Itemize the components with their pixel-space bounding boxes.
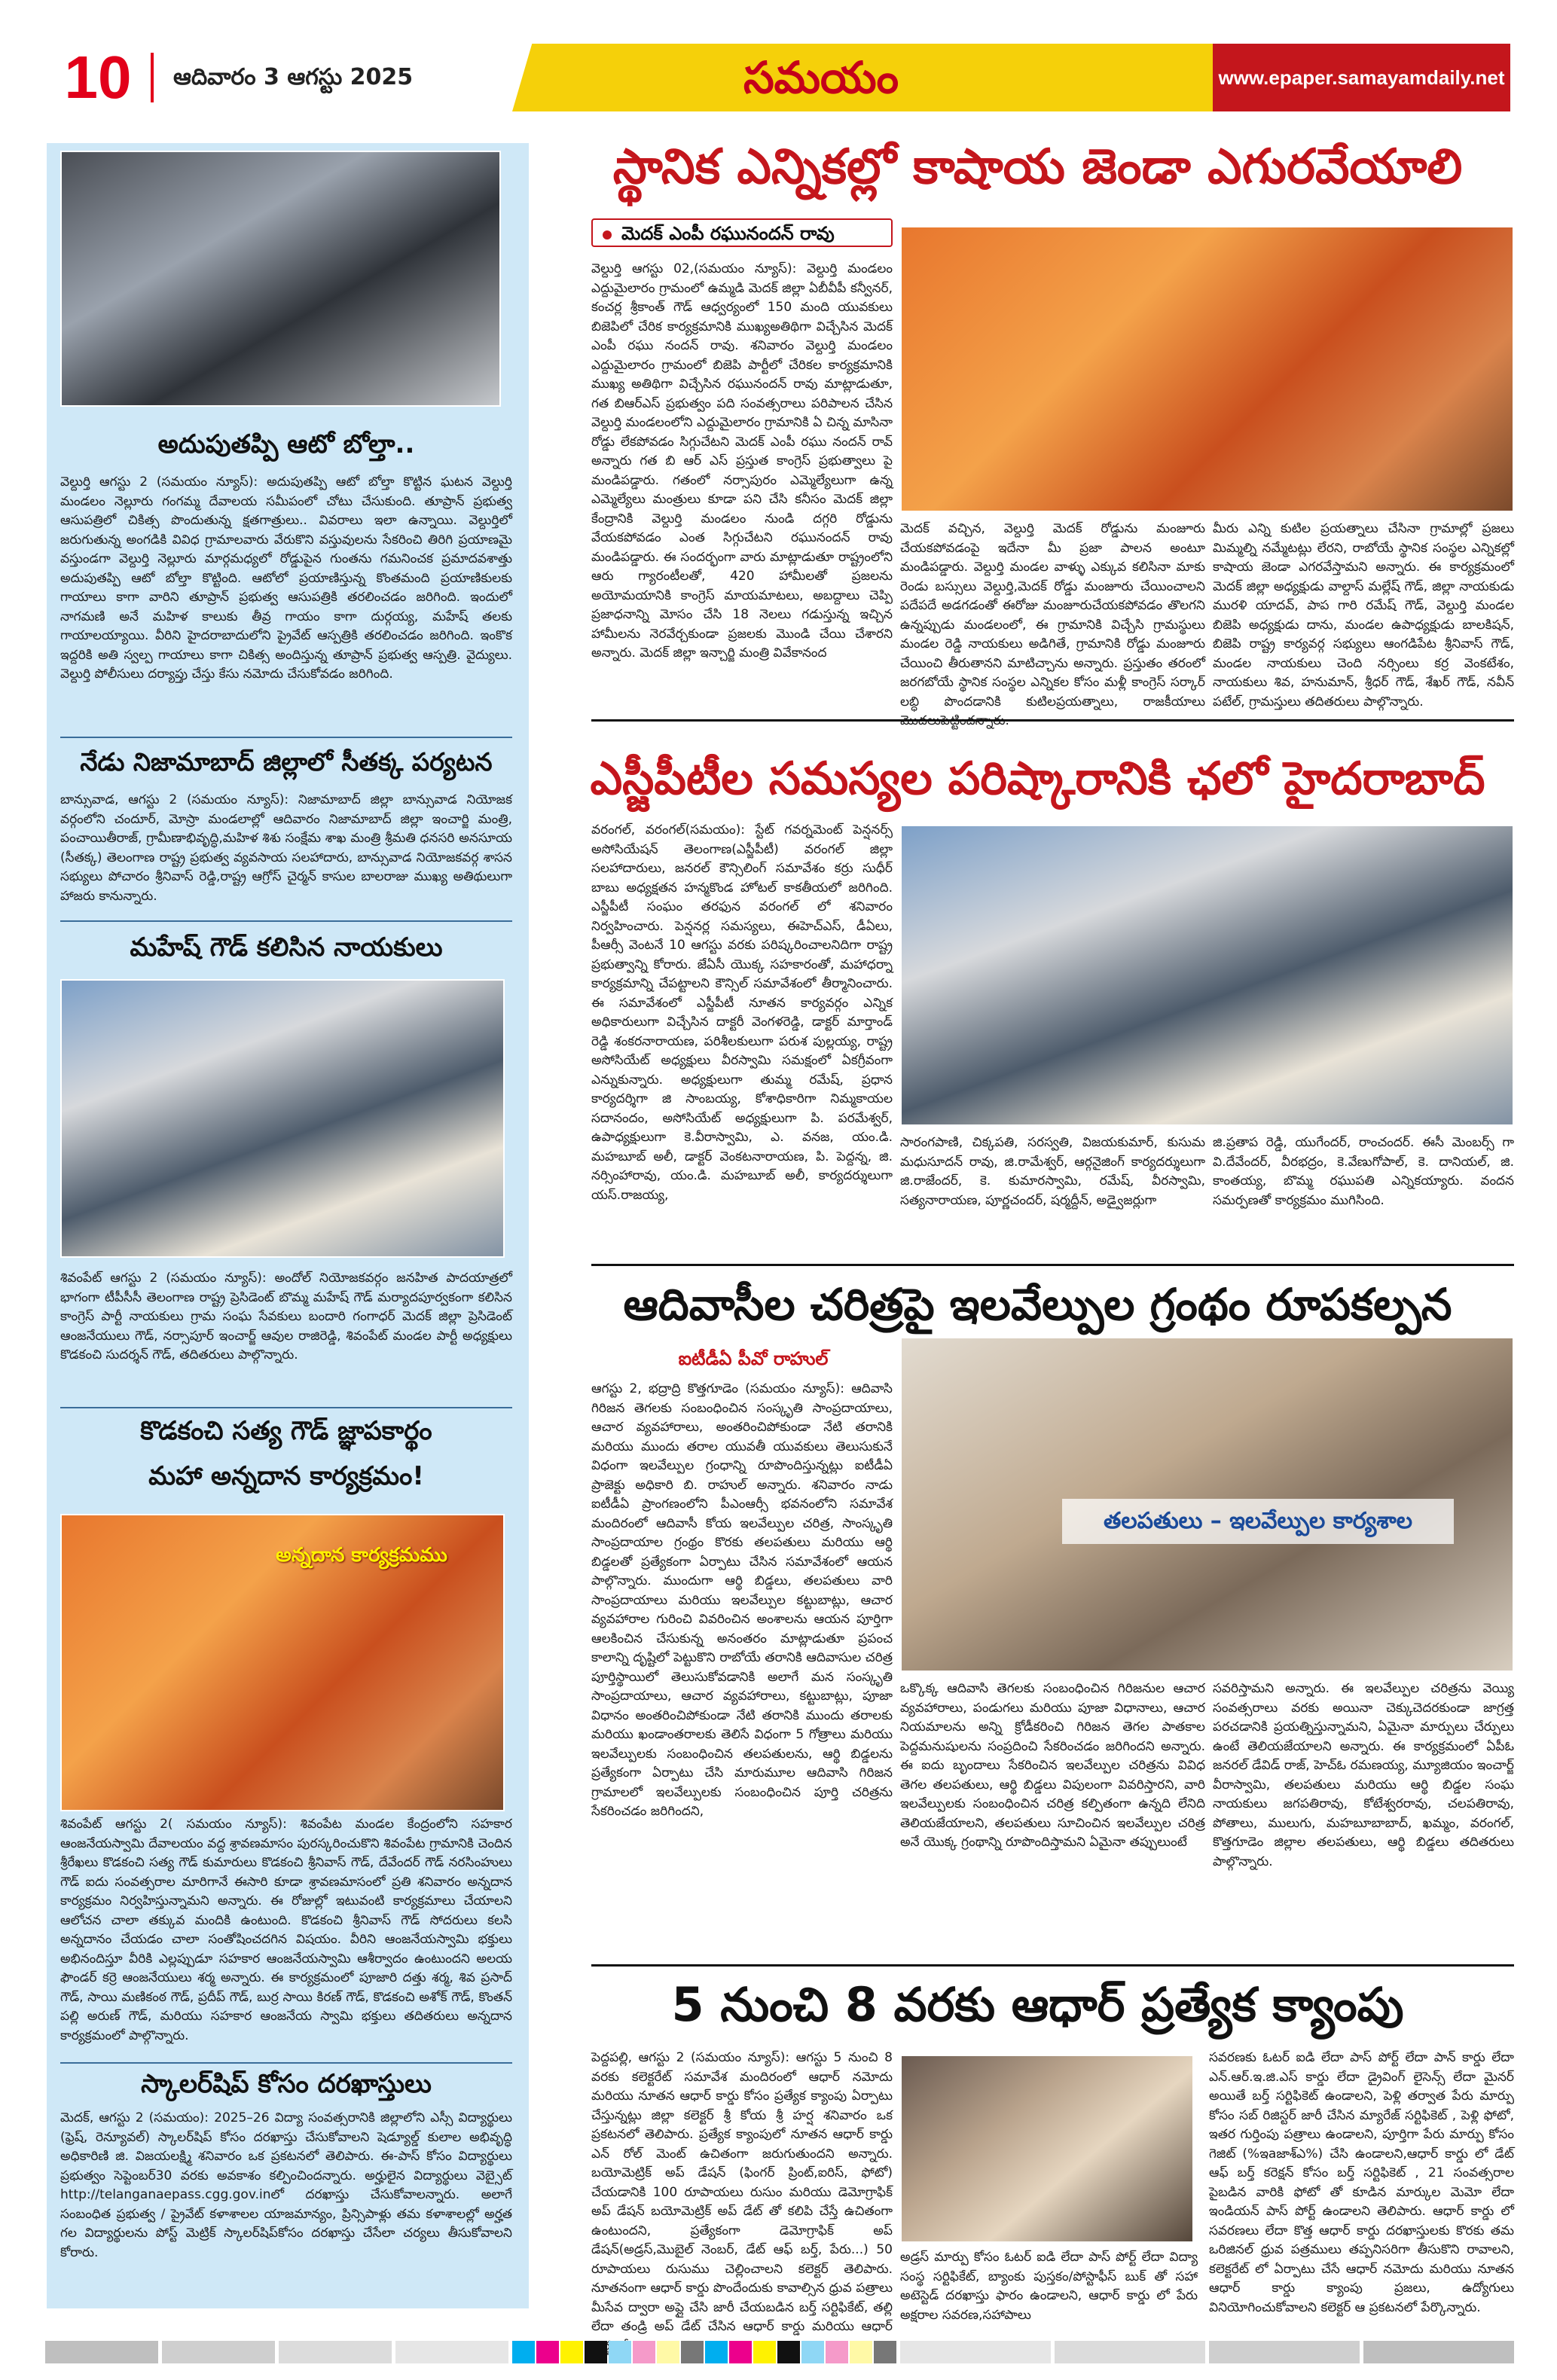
color-swatch (395, 2341, 508, 2363)
body-aadhar-col2: అడ్రస్ మార్పు కోసం ఓటర్ ఐడి లేదా పాస్ పోర్ట్ లేదా విద్యా సంస్థ సర్టిఫికేట్, బ్యాంకు పుస్తకం/పోస్టాఫీస్ బుక్ తో సహా అటెస్టెడ్ దరఖాస్తు ఫారం ఉండాలని, ఆధార్ కార్డు లో పేరు అక్షరాల సవరణ,సహాపాలు (900, 2250, 1198, 2323)
color-swatch-cyan (512, 2341, 535, 2363)
color-swatch (900, 2341, 1051, 2363)
body-aadhar-col1: పెద్దపల్లి, ఆగస్టు 2 (సమయం న్యూస్): ఆగస్టు 5 నుంచి 8 వరకు కలెక్టరేట్ సమావేశ మందిరంలో ఆధార్ నమోదు మరియు నూతన ఆధార్ కార్డు కోసం ప్రత్యేక క్యాంపు ఏర్పాటు చేస్తున్నట్లు జిల్లా కలెక్టర్ శ్రీ కోయ శ్రీ హర్ష శనివారం ఒక ప్రకటనలో తెలిపారు. ప్రత్యేక క్యాంపులో నూతన ఆధార్ కార్డు ఎన్ రోల్ మెంట్ ఉచితంగా జరుగుతుందని అన్నారు. బయోమెట్రిక్ అప్ డేషన్ (ఫింగర్ ప్రింట్,ఐరిస్, ఫోటో) చేయడానికి 100 రూపాయలు రుసుం మరియు డెమోగ్రాఫిక్ అప్ డేషన్ బయోమెట్రిక్ అప్ డేట్ తో కలిపి చేస్తే ఉచితంగా ఉంటుందని, ప్రత్యేకంగా డెమోగ్రాఫిక్ అప్ డేషన్(అడ్రస్,మొబైల్ నెంబర్, డేట్ ఆఫ్ బర్త్, పేరు...) 50 రూపాయలు రుసుము చెల్లించాలని కలెక్టర్ తెలిపారు. నూతనంగా ఆధార్ కార్డు పొందేందుకు కావాల్సిన ధ్రువ పత్రాలు మీసేవ ద్వారా అప్లై చేసి జారీ చేయబడిన బర్త్ సర్టిఫికేట్, తల్లి లేదా తండ్రి అప్ డేట్ చేసిన ఆధార్ కార్డు మరియు ఆధార్ (591, 2050, 893, 2334)
color-swatch (1363, 2341, 1514, 2363)
body-scholarship: మెదక్, ఆగస్టు 2 (సమయం): 2025–26 విద్యా సంవత్సరానికి జిల్లాలోని ఎస్సీ విద్యార్థులు (ఫ్రెష్, రెన్యూవల్) స్కాలర్‌షిప్ కోసం దరఖాస్తు చేసుకోవాలని షెడ్యూల్డ్ కులాల అభివృద్ధి అధికారిణి జి. విజయలక్ష్మి శనివారం ఒక ప్రకటనలో తెలిపారు. ఈ-పాస్ కోసం విద్యార్థులు ప్రభుత్వం సెప్టెంబర్30 వరకు అవకాశం కల్పించిందన్నారు. అర్హులైన విద్యార్థులు వెబ్సైట్ http://telanganaepass.cgg.gov.inలో దరఖాస్తు చేసుకోవాలన్నారు. అలాగే సంబంధిత ప్రభుత్వ / ప్రైవేట్ కళాశాలల యాజమాన్యం, ప్రిన్సిపాళ్లు తమ కళాశాలల్లో అర్హత గల విద్యార్థులను పోస్ట్ మెట్రిక్ స్కాలర్‌షిప్‌కోసం దరఖాస్తు చేసేలా చర్యలు తీసుకోవాలని కోరారు. (60, 2110, 512, 2260)
color-swatch-magenta (536, 2341, 559, 2363)
headline-adivasi-history: ఆదివాసీల చరిత్రపై ఇలవేల్పుల గ్రంథం రూపకల్పన (623, 1279, 1452, 1330)
masthead-logo: సమయం (743, 52, 899, 103)
body-adivasi-col2: ఒక్కొక్క ఆదివాసి తెగలకు సంబంధించిన గిరిజనుల ఆచార వ్యవహారాలు, పండుగలు మరియు పూజా విధానాలు, ఆచార నియమాలను అన్ని క్రోడీకరించి గిరిజన తెగల పాతకాల పెద్దమనుషులను సంప్రదించి సేకరించడం జరిగిందని అన్నారు. ఈ ఐదు బృందాలు సేకరించిన ఇలవేల్పుల చరిత్రను వివిధ తెగల తలపతులు, ఆర్థి బిడ్డలు విపులంగా వివరిస్తారని, వారి ఇలవేల్పులకు సంబంధించిన చరిత్ర కల్పితంగా ఉన్నది లేనిది తెలియజేయాలని, తలపతులు సూచించిన ఇలవేల్పుల చరిత్ర అనే యొక్క గ్రంథాన్ని రూపొందిస్తామని ఏమైనా తప్పులుంటే (900, 1681, 1205, 1850)
issue-date: ఆదివారం 3 ఆగస్టు 2025 (173, 64, 414, 90)
body-seethakka-tour: బాన్సువాడ, ఆగస్టు 2 (సమయం న్యూస్): నిజామాబాద్ జిల్లా బాన్సువాడ నియోజక వర్గంలోని చందూర్, మోస్రా మండలాల్లో ఆదివారం నిజామాబాద్ జిల్లా ఇంచార్జి మంత్రి, పంచాయితీరాజ్, గ్రామీణాభివృద్ధి,మహిళ శిశు సంక్షేమ శాఖ మంత్రి శ్రీమతి ధనసరి అనసూయ (సీతక్క) తెలంగాణ రాష్ట్ర ప్రభుత్వ వ్యవసాయ సలహాదారు, బాన్సువాడ నియోజకవర్గ శాసన సభ్యులు పోచారం శ్రీనివాస్ రెడ్డి,రాష్ట్ర ఆగ్రోస్ చైర్మన్ కాసుల బాలరాజు ముఖ్య అతిథులుగా హాజరు కానున్నారు. (60, 792, 512, 904)
color-swatch (1209, 2341, 1360, 2363)
headline-auto-accident: అదుపుతప్పి ఆటో బోల్తా.. (157, 429, 415, 459)
divider (60, 1407, 512, 1408)
photo-aadhar-enrolment (900, 2055, 1194, 2243)
color-swatch-black (585, 2341, 607, 2363)
color-swatch-yellow-tint (850, 2341, 872, 2363)
color-swatch (45, 2341, 158, 2363)
photo-auto-accident (60, 151, 501, 407)
workshop-banner-text: తలపతులు – ఇలవేల్పుల కార్యశాల (1062, 1499, 1454, 1544)
body-sgpt-col1: వరంగల్, వరంగల్(సమయం): స్టేట్ గవర్నమెంట్ పెన్షనర్స్ అసోసియేషన్ తెలంగాణ(ఎస్జీపీటీ) వరంగల్ జిల్లా సలహాదారులు, జనరల్ కౌన్సిలింగ్ సమావేశం కర్రు సుధీర్ బాబు అధ్యక్షతన హన్మకొండ హోటల్ కాకతీయలో జరిగింది. ఎస్జీపీటీ సంఘం తరఫున వరంగల్ లో శనివారం నిర్వహించారు. పెన్షనర్ల సమస్యలు, ఈహెచ్ఎస్, డీఏలు, పీఆర్సీ వెంటనే 10 ఆగస్టు వరకు పరిష్కరించాలనిదిగా రాష్ట్ర ప్రభుత్వాన్ని కోరారు. జేఏసీ యొక్క సహకారంతో, మహాధర్నా కార్యక్రమాన్ని చేపట్టాలని కౌన్సిల్ సమావేశంలో తీర్మానించారు. ఈ సమావేశంలో ఎస్జీపీటీ నూతన కార్యవర్గం ఎన్నిక అధికారులుగా విచ్చేసిన దాక్టరీ వెంగళరెడ్డి, డాక్టర్ మార్తాండ్ రెడ్డి శంకరనారాయణ, పరిశీలకులుగా పరుశ పుల్లయ్య, రాష్ట్ర అసోసియేట్ అధ్యక్షులు వీరస్వామి సమక్షంలో ఏకగ్రీవంగా ఎన్నుకున్నారు. అధ్యక్షులుగా తుమ్మ రమేష్, ప్రధాన కార్యదర్శిగా జి సాంబయ్య, కోశాధికారిగా నిమ్మకాయల సదానందం, అసోసియేట్ అధ్యక్షులుగా పి. పరమేశ్వర్, ఉపాధ్యక్షులుగా కె.వీరాస్వామి, ఎ. వనజ, యం.డి. మహబూబ్ అలీ, డాక్టర్ వెంకటనారాయణ, పి. పెద్దన్న, జి. నర్సింహారావు, యం.డి. మహబూబ్ అలీ, కార్యదర్శులుగా యస్.రాజయ్య, (591, 822, 893, 1203)
headline-mahesh-goud: మహేష్ గౌడ్ కలిసిన నాయకులు (130, 932, 443, 963)
headline-annadanam-2: మహా అన్నదాన కార్యక్రమం! (148, 1461, 424, 1491)
body-sgpt-col2: సారంగపాణి, చిక్కపతి, సరస్వతి, విజయకుమార్, కుసుమ మధుసూదన్ రావు, జి.రామేశ్వర్, ఆర్గనైజింగ్ కార్యదర్శులుగా జి.రాజేందర్, కె. కుమారస్వామి, రమేష్, వీరస్వామి, సత్యనారాయణ, పూర్ణచందర్, షర్మద్దీన్, అడ్వైజర్లుగా (900, 1135, 1205, 1208)
divider (60, 2062, 512, 2064)
color-swatch-magenta-tint (633, 2341, 655, 2363)
photo-bjp-joining (900, 226, 1514, 512)
color-swatch (279, 2341, 392, 2363)
divider (591, 719, 1514, 722)
headline-sgpt-chalo-hyderabad: ఎస్జీపీటీల సమస్యల పరిష్కారానికి ఛలో హైదరాబాద్ (590, 752, 1485, 805)
headline-aadhar-camp: 5 నుంచి 8 వరకు ఆధార్ ప్రత్యేక క్యాంపు (671, 1977, 1404, 2032)
headline-saffron-flag: స్థానిక ఎన్నికల్లో కాషాయ జెండా ఎగురవేయాలి (612, 139, 1463, 195)
divider (591, 1264, 1514, 1266)
divider (60, 737, 512, 738)
photo-mahesh-goud (60, 979, 505, 1258)
color-swatch (162, 2341, 275, 2363)
body-mahesh-goud: శివంపేట్ ఆగస్టు 2 (సమయం న్యూస్): అందోల్ నియోజకవర్గం జనహిత పాదయాత్రలో భాగంగా టీపీసీసీ తెలంగాణ రాష్ట్ర ప్రెసిడెంట్ బొమ్మ మహేష్ గౌడ్ మర్యాదపూర్వకంగా కలిసిన కాంగ్రెస్ పార్టీ నాయకులు గ్రామ సంఘ సేవకులు బందారి గంగాధర్ మెదక్ జిల్లా ప్రెసిడెంట్ ఆంజనేయులు గౌడ్, నర్సాపూర్ ఇంచార్జ్ ఆవుల రాజిరెడ్డి, శివంపేట్ మండల పార్టీ అధ్యక్షులు కొడకంచి సుదర్శన్ గౌడ్, తదితరులు పాల్గొన్నారు. (60, 1271, 512, 1362)
body-adivasi-col3: సవరిస్తామని అన్నారు. ఈ ఇలవేల్పుల చరిత్రను వెయ్యి సంవత్సరాలు వరకు అయినా చెక్కుచెదరకుండా జాగ్రత్త పరచడానికి ప్రయత్నిస్తున్నామని, ఏమైనా మార్పులు చేర్పులు ఉంటే తెలియజేయాలని అన్నారు. ఈ కార్యక్రమంలో ఏపీఓ జనరల్ డేవిడ్ రాజ్, హెచ్ఓ రమణయ్య, మ్యూజియం ఇంచార్జ్ వీరాస్వామి, తలపతులు మరియు ఆర్థి బిడ్డల సంఘ నాయకులు జగపతిరావు, కోటేశ్వరరావు, చలపతిరావు, పోతాలు, ములుగు, మహబూబాబాద్, ఖమ్మం, వరంగల్, కొత్తగూడెం జిల్లాల తలపతులు, ఆర్థి బిడ్డలు తదితరులు పాల్గొన్నారు. (1213, 1681, 1514, 1869)
color-swatch-cyan-tint (801, 2341, 824, 2363)
body-saffron-col2: మెదక్ వచ్చిన, వెల్దుర్తి మెదక్ రోడ్డును మంజూరు చేయకపోవడంపై ఇదేనా మీ ప్రజా పాలన అంటూ మండిపడ్డారు. వెల్దుర్తి మండల వాళ్ళు ఎక్కువ కలిసినా మాకు రెండు బస్సులు వెల్దుర్తి,మెదక్ రోడ్డు మంజూరు చేయించాలని పదేపదే అడగడంతో ఈరోజు మంజూరుచేయకపోవడం తొలగని ఉన్నప్పుడు మండలంలో, ఈ గ్రామానికి విచ్చేసి గ్రామస్థులు మండల రెడ్డి నాయకులు అడిగితే, గ్రామానికి రోడ్డు మంజూరు చేయించి తీరుతానని మాటిచ్చాను అన్నారు. ప్రస్తుతం తరంలో జరగబోయే స్థానిక సంస్థల ఎన్నికల కోసం మళ్లీ కాంగ్రెస్ సర్కార్ లబ్ధి పొందడానికి కుటిలప్రయత్నాలు, రాజకీయాలు (900, 521, 1205, 709)
color-swatch-black (777, 2341, 800, 2363)
headline-annadanam-1: కొడకంచి సత్య గౌడ్ జ్ఞాపకార్థం (140, 1416, 432, 1446)
color-swatch-magenta (729, 2341, 752, 2363)
color-swatch-magenta-tint (826, 2341, 848, 2363)
annadanam-banner-text: అన్నదాన కార్యక్రమము (276, 1544, 447, 1567)
color-swatch-grey (874, 2341, 896, 2363)
color-swatch-yellow (560, 2341, 583, 2363)
color-swatch (1055, 2341, 1205, 2363)
color-swatch-yellow-tint (657, 2341, 679, 2363)
subhead-box (591, 218, 893, 247)
color-swatch-cyan (705, 2341, 728, 2363)
divider (60, 920, 512, 922)
subhead-itda-po: ఐటీడీఏ పీవో రాహుల్ (678, 1348, 829, 1369)
body-annadanam: శివంపేట్ ఆగస్టు 2( సమయం న్యూస్): శివంపేట మండల కేంద్రంలోని సహకార ఆంజనేయస్వామి దేవాలయం వద్ద శ్రావణమాసం పురస్కరించుకొని శివంపేట గ్రామానికి చెందిన శ్రీరేఖలు కొడకంచి సత్య గౌడ్ కుమారులు కొడకంచి శ్రీనివాస్ గౌడ్, దేవేందర్ గౌడ్ నరసింహులు గౌడ్ ఐదు సంవత్సరాల మారిగానే ఈసారి కూడా శ్రావణమాసంలో ప్రతి శనివారం అన్నదాన కార్యక్రమం నిర్వహిస్తున్నామని అన్నారు. ఈ రోజుల్లో ఇటువంటి కార్యక్రమాలు చేయాలని ఆలోచన చాలా తక్కువ మందికి ఉంటుంది. కొడకంచి శ్రీనివాస్ గౌడ్ సోదరులు కలసి అన్నదానం చేయడం చాలా సంతోషించదగిన విషయం. వీరిని ఆంజనేయస్వామి భక్తులు అభినందిస్తూ వీరికి ఎల్లప్పుడూ సహకార ఆంజనేయస్వామి ఆశీర్వాదం ఉంటుందని అలయ ఫౌండర్ కర్రె ఆంజనేయులు శర్మ అన్నారు. ఈ కార్యక్రమంలో పూజారి దత్తు శర్మ, శివ ప్రసాద్ గౌడ్, సాయి మణికంఠ గౌడ్, ప్రదీప్ గౌడ్, బుర్ర సాయి కిరణ్ గౌడ్, కొడకంచి అశోక్ గౌడ్, కొంతన్ పల్లి అరుణ్ గౌడ్, మరియు సహకార ఆంజనేయ స్వామి భక్తులు తదితరులు అన్నదాన కార్యక్రమంలో పాల్గొన్నారు. (60, 1817, 512, 2043)
subhead-raghunandan: మెదక్ ఎంపీ రఘునందన్ రావు (621, 223, 835, 244)
body-saffron-col1: వెల్దుర్తి ఆగస్టు 02,(సమయం న్యూస్): వెల్దుర్తి మండలం ఎద్దుమైలారం గ్రామంలో ఉమ్మడి మెదక్ జిల్లా ఏబీవీపీ కన్వీనర్, కంచర్ల శ్రీకాంత్ గౌడ్ ఆధ్వర్యంలో 150 మంది యువకులు బిజెపిలో చేరిక కార్యక్రమానికి ముఖ్యఅతిథిగా విచ్చేసిన మెదక్ ఎంపీ రఘు నందన్ రావు. శనివారం వెల్దుర్తి మండలం ఎద్దుమైలారం గ్రామంలో బిజెపి పార్టీలో చేరికల కార్యక్రమానికి ముఖ్య అతిథిగా విచ్చేసిన రఘునందన్ రావు మాట్లాడుతూ, గత బిఆర్ఎస్ ప్రభుత్వం పది సంవత్సరాలు పరిపాలన చేసిన వెల్దుర్తి మండలంలోని ఎద్దుమైలారం గ్రామానికి ఏ చిన్న మాసినా రోడ్డు లేకపోవడం సిగ్గుచేటని మెదక్ ఎంపీ రఘు నందన్ రావ్ అన్నారు గత బి ఆర్ ఎస్ ప్రస్తుత కాంగ్రెస్ ప్రభుత్వాలు పై మండిపడ్డారు. గతంలో నర్సాపురం ఎమ్మెల్యేలుగా ఉన్న ఎమ్మెల్యేలు మంత్రులు కూడా పని చేసి కనీసం మెదక్ జిల్లా కేంద్రానికి వెల్దుర్తి మండలం నుండి దగ్గరి రోడ్డును వేయకపోవడం ఎంత సిగ్గుచేటని రఘునందన్ రావు మండిపడ్డారు. ఈ సందర్భంగా వారు మాట్లాడుతూ రాష్ట్రంలోని ఆరు గ్యారంటీలతో, 420 హామీలతో ప్రజలను అయోమయానికి కాంగ్రెస్ మాయమాటలు, అబద్దాలు చెప్పి ప్రజాధనాన్ని మోసం చేసి 18 నెలలు గడుస్తున్న ఇచ్చిన హామీలను నెరవేర్చకుండా ప్రజలకు మొండి చేయి చేశారని అన్నారు. మెదక్ జిల్లా ఇన్చార్జి మంత్రి వివేకానంద (591, 261, 893, 661)
divider (591, 1964, 1514, 1967)
header-separator (151, 53, 154, 102)
headline-scholarship: స్కాలర్‌షిప్ కోసం దరఖాస్తులు (141, 2069, 432, 2099)
photo-sgpt-meeting (900, 825, 1514, 1126)
page-number: 10 (64, 44, 132, 111)
body-auto-accident: వెల్దుర్తి ఆగస్టు 2 (సమయం న్యూస్): అదుపుతప్పి ఆటో బోల్తా కొట్టిన ఘటన వెల్దుర్తి మండలం నెల్లూరు గంగమ్మ దేవాలయ సమీపంలో చోటు చేసుకుంది. తూప్రాన్ ప్రభుత్వ ఆసుపత్రిలో చికిత్స పొందుతున్న క్షతగాత్రులు.. వివరాలు ఇలా ఉన్నాయి. వెల్దుర్తిలో జరుగుతున్న అంగడికి వివిధ గ్రామాలవారు వేరుకొని వస్తువులను సేకరించి తిరిగి ప్రయాణమై వస్తుండగా వెల్దుర్తి నెల్లూరు మార్గమధ్యలో రోడ్డుపైన గుంతను గమనించక ప్రమాదవశాత్తు అదుపుతప్పి ఆటో బోల్తా కొట్టింది. ఆటోలో ప్రయాణిస్తున్న కొంతమంది ప్రయాణికులకు గాయాలు కాగా వారిని తూప్రాన్ ప్రభుత్వ ఆసుపత్రికి తరలించడం జరిగింది. ఇందులో నాగమణి అనే మహిళ కాలుకు తీవ్ర గాయం కాగా దుర్గయ్య, మహేష్ తలకు గాయాలయ్యాయి. వీరిని హైదరాబాదులోని ప్రైవేట్ ఆస్పత్రికి తరలించడం జరిగింది. ఇంకొక ఇద్దరికి అతి స్వల్ప గాయాలు కాగా చికిత్స అందిస్తున్న తూప్రాన్ ప్రభుత్వ ఆస్పత్రి. వైద్యులు. వెల్దుర్తి పోలీసులు దర్యాప్తు చేస్తు కేసు నమోదు చేసుకోవడం జరిగింది. (60, 474, 512, 682)
color-swatch-grey (681, 2341, 704, 2363)
color-swatch-yellow (753, 2341, 776, 2363)
body-sgpt-col3: జి.ప్రతాప రెడ్డి, యుగేందర్, రాంచందర్. ఈసీ మెంబర్స్ గా వి.దేవేందర్, వీరభద్రం, కె.వేణుగోపాల్, కె. దానియల్, జి. కాంతయ్య, బొమ్మ రఘుపతి ఎన్నికయ్యారు. వందన సమర్పణతో కార్యక్రమం ముగిసింది. (1213, 1135, 1514, 1208)
epaper-url[interactable]: www.epaper.samayamdaily.net (1218, 66, 1505, 89)
headline-seethakka-tour: నేడు నిజామాబాద్ జిల్లాలో సీతక్క పర్యటన (80, 747, 493, 777)
body-aadhar-col3: సవరణకు ఓటర్ ఐడి లేదా పాస్ పోర్ట్ లేదా పాన్ కార్డు లేదా ఎన్.ఆర్.ఇ.జి.ఎస్ కార్డు లేదా డ్రైవింగ్ లైసెన్స్ లేదా మైనర్ అయితే బర్త్ సర్టిఫికెట్ ఉండాలని, పెళ్లి తర్వాత పేరు మార్పు కోసం సబ్ రిజిస్టర్ జారీ చేసిన మ్యారేజ్ సర్టిఫికెట్ , పెళ్లి ఫోటో, ఇతర గుర్తింపు పత్రాలు ఉండాలని, పూర్తిగా పేరు మార్పు కోసం గెజిట్ (%ఇaజాశ్ఎ%) చేసి ఉండాలని,ఆధార్ కార్డు లో డేట్ ఆఫ్ బర్త్ కరెక్షన్ కోసం బర్త్ సర్టిఫికెట్ , 21 సంవత్సరాల పైబడిన వారికి ఫోటో తో కూడిన మార్కుల మెమో లేదా ఇండియన్ పాస్ పోర్ట్ ఉండాలని తెలిపారు. ఆధార్ కార్డు లో సవరణలు లేదా కొత్త ఆధార్ కార్డు దరఖాస్తులకు కొరకు తమ ఒరిజినల్ ధ్రువ పత్రములు తప్పనిసరిగా తీసుకొని రావాలని, కలెక్టరేట్ లో ఏర్పాటు చేసే ఆధార్ నమోదు మరియు నూతన ఆధార్ కార్డు క్యాంపు ప్రజలు, ఉద్యోగులు వినియోగించుకోవాలని కలెక్టర్ ఆ ప్రకటనలో పేర్కొన్నారు. (1209, 2050, 1514, 2315)
color-swatch-cyan-tint (609, 2341, 631, 2363)
body-saffron-col3: మీరు ఎన్ని కుటిల ప్రయత్నాలు చేసినా గ్రామాల్లో ప్రజలు మిమ్మల్ని నమ్మేటట్లు లేరని, రాబోయే స్థానిక సంస్థల ఎన్నికల్లో కాషాయ జెండా ఎగరవేస్తామని అన్నారు. ఈ కార్యక్రమంలో మెదక్ జిల్లా అధ్యక్షుడు వాల్దాస్ మల్లేష్ గౌడ్, జిల్లా నాయకుడు మురళి యాదవ్, పాప గారి రమేష్ గౌడ్, వెల్దుర్తి మండల బిజెపి అధ్యక్షుడు దాను, మండల ఉపాధ్యక్షుడు బాలకిషన్, బిజెపి రాష్ట్ర కార్యవర్గ సభ్యులు ఆంగడిపేట శ్రీనివాస్ గౌడ్, మండల నాయకులు చెంది నర్సింలు కర్ర వెంకటేశం, నాయకులు శివ, హనుమాన్, శ్రీధర్ గౌడ్, శేఖర్ గౌడ్, నవీన్ పటేల్, గ్రామస్తులు తదితరులు పాల్గొన్నారు. (1213, 521, 1514, 709)
body-adivasi-col1: ఆగస్టు 2, భద్రాద్రి కొత్తగూడెం (సమయం న్యూస్): ఆదివాసి గిరిజన తెగలకు సంబంధించిన సంస్కృతి సాంప్రదాయాలు, ఆచార వ్యవహారాలు, అంతరించిపోకుండా నేటి తరానికి మరియు ముందు తరాల యువతీ యువకులు తెలుసుకునే విధంగా ఇలవేల్పుల గ్రంధాన్ని రూపొందిస్తున్నట్లు ఐటీడీఏ ప్రాజెక్టు అధికారి బి. రాహుల్ అన్నారు. శనివారం నాడు ఐటీడీఏ ప్రాంగణంలోని పీఎంఆర్సీ భవనంలోని సమావేశ మందిరంలో ఆదివాసీ కోయ ఇలవేల్పుల చరిత్ర, సాంస్కృతి సాంప్రదాయాల గ్రంథ్రం కొరకు తలపతులు మరియు ఆర్థి బిడ్డలతో ప్రత్యేకంగా ఏర్పాటు చేసిన సమావేశంలో ఆయన పాల్గొన్నారు. ముందుగా ఆర్థి బిడ్డలు, తలపతులు వారి సాంప్రదాయాలు మరియు ఇలవేల్పుల కట్టుబాట్లు, ఆచార వ్యవహారాల గురించి వివరించిన అంశాలను ఆయన పూర్తిగా ఆలకించిన చేసుకున్న అనంతరం మాట్లాడుతూ ప్రపంచ కాలాన్ని దృష్టిలో పెట్టుకొని రాబోయే తరానికి ఆదివాసుల చరిత్ర పూర్తిస్థాయిలో తెలుసుకోవడానికి అలాగే మన సంస్కృతి సాంప్రదాయాలు, ఆచార వ్యవహారాలు, కట్టుబాట్లు, పూజా విధానం అంతరించిపోకుండా నేటి తరానికి ముందు తరాలకు మరియు ఖండాంతరాలకు తెలిసే విధంగా 5 గోత్రాలు మరియు ఇలవేల్పులకు సంబంధించిన తలపతులను, ఆర్థి బిడ్డలను ప్రత్యేకంగా ఏర్పాటు చేసి మారుమూల ఆదివాసి గిరిజన గ్రామాలలో ఇలవేల్పులకు సంబంధించిన పూర్తి చరిత్రను సేకరించడం జరిగిందని, (591, 1381, 893, 1819)
